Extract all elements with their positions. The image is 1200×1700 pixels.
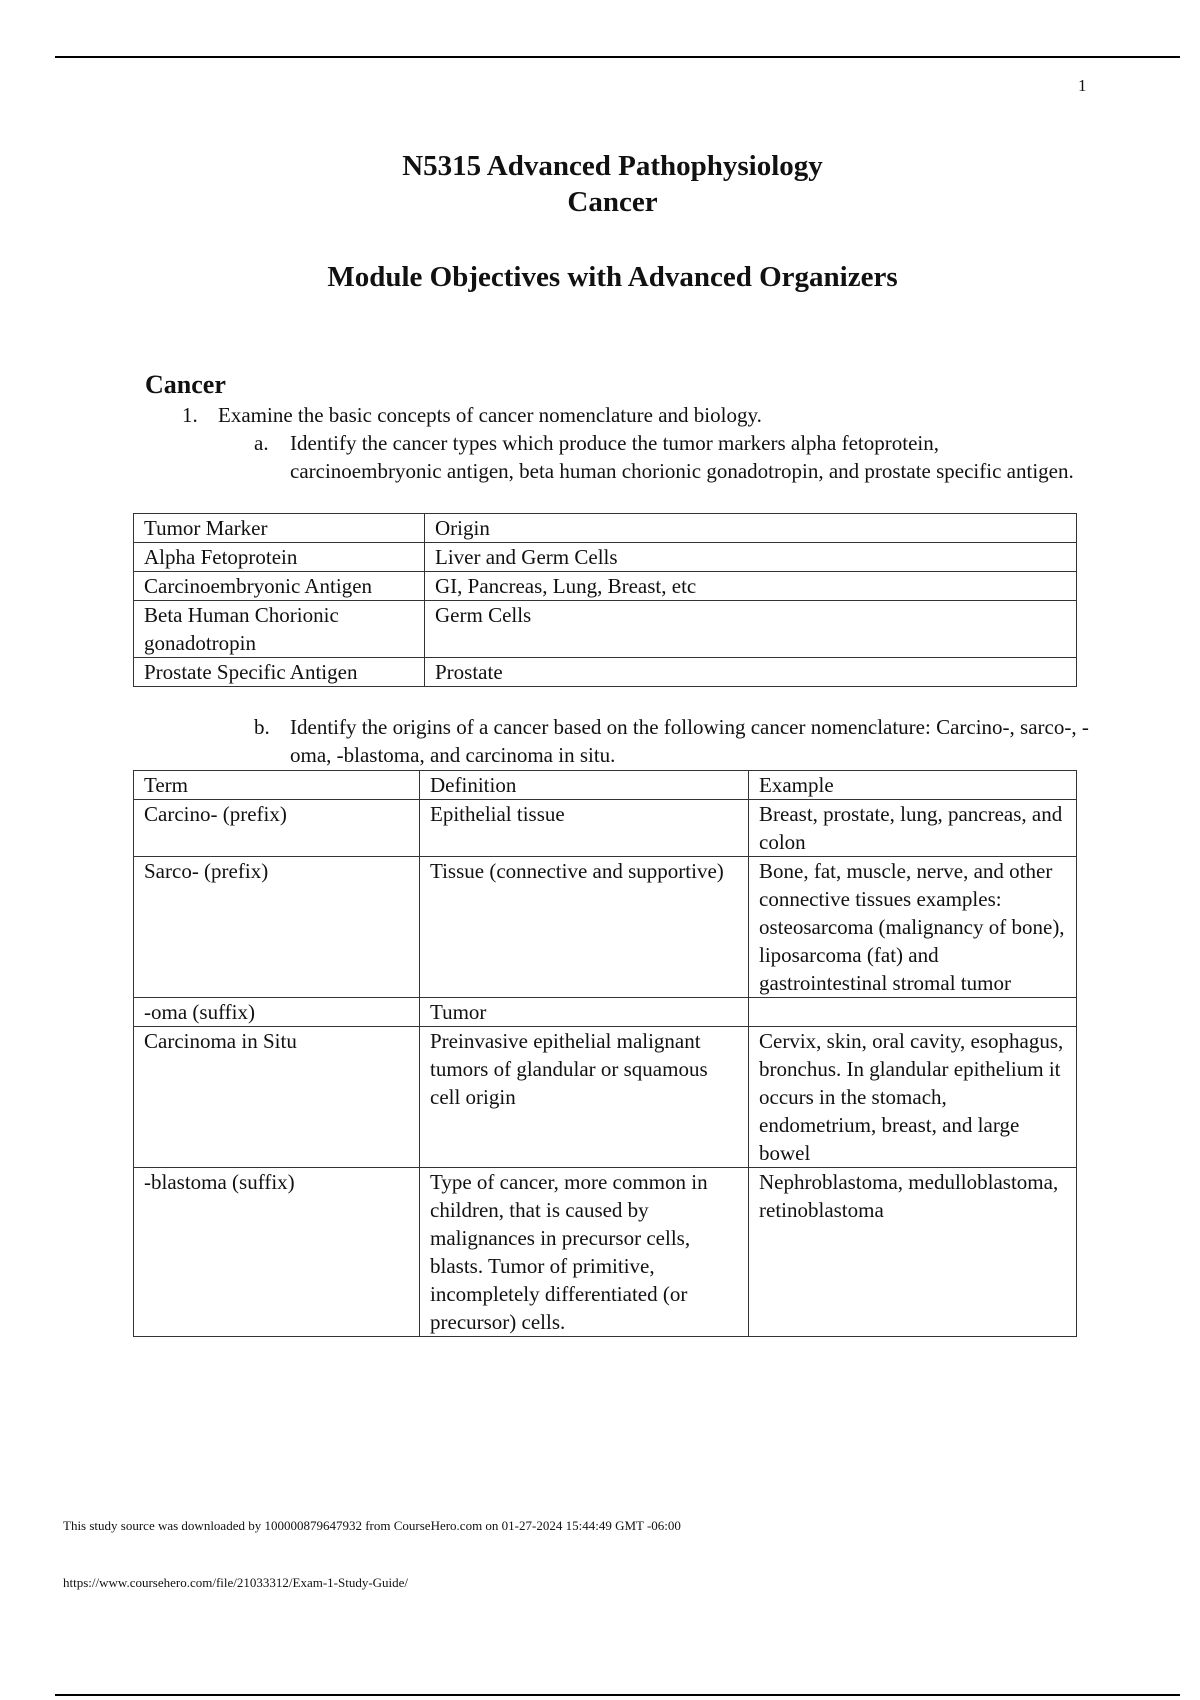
table-row [134,601,1077,658]
top-rule [55,56,1180,58]
table-cell: Germ Cells [425,601,1077,658]
table-row [134,1168,1077,1337]
header-cell: Definition [420,771,749,800]
table-cell: Preinvasive epithelial malignant tumors of glandular or squamous cell origin [420,1027,749,1168]
table-cell: Carcinoma in Situ [134,1027,420,1168]
table-cell: Cervix, skin, oral cavity, esophagus, bronchus. In glandular epithelium it occurs in the stomach, endometrium, breast, and large bowel [749,1027,1077,1168]
sub-a-letter: a. [254,431,269,455]
table-cell: Beta Human Chorionic gonadotropin [134,601,425,658]
table-row [134,998,1077,1027]
header-cell: Term [134,771,420,800]
table-cell: GI, Pancreas, Lung, Breast, etc [425,572,1077,601]
table-row [134,572,1077,601]
table-cell: Carcino- (prefix) [134,800,420,857]
table-cell: Alpha Fetoprotein [134,543,425,572]
table-cell: Prostate Specific Antigen [134,658,425,687]
table-cell: Tumor [420,998,749,1027]
table-header-row [134,771,1077,800]
bottom-rule [55,1694,1180,1696]
doc-title-line2: Cancer [567,186,658,218]
table-row [134,1027,1077,1168]
objective-number: 1. [182,403,198,427]
table-cell: Type of cancer, more common in children, that is caused by malignances in precursor cells, blasts. Tumor of primitive, incompletely differentiated (or precursor) cells. [420,1168,749,1337]
table-header-row [134,514,1077,543]
source-url[interactable]: https://www.coursehero.com/file/21033312/Exam-1-Study-Guide/ [63,1575,409,1590]
table-row [134,658,1077,687]
table-cell: Liver and Germ Cells [425,543,1077,572]
table-cell: Sarco- (prefix) [134,857,420,998]
doc-subtitle: Module Objectives with Advanced Organizers [327,261,898,293]
table-cell: Prostate [425,658,1077,687]
header-cell: Origin [425,514,1077,543]
section-heading: Cancer [145,370,226,399]
table-row [134,800,1077,857]
table-cell: Carcinoembryonic Antigen [134,572,425,601]
sub-a-text: Identify the cancer types which produce the tumor markers alpha fetoprotein, carcinoembryonic antigen, beta human chorionic gonadotropin, and prostate specific antigen. [290,431,1074,483]
header-cell: Example [749,771,1077,800]
table-cell: Nephroblastoma, medulloblastoma, retinoblastoma [749,1168,1077,1337]
sub-objective-a [254,429,1094,485]
objective-1 [182,401,762,429]
sub-b-text: Identify the origins of a cancer based on the following cancer nomenclature: Carcino-, sarco-, -oma, -blastoma, and carcinoma in situ. [290,715,1089,767]
tumor-marker-table [133,513,1077,687]
sub-objective-b [254,713,1094,769]
sub-b-letter: b. [254,715,270,739]
table-cell: Bone, fat, muscle, nerve, and other connective tissues examples: osteosarcoma (malignancy of bone), liposarcoma (fat) and gastrointestinal stromal tumor [749,857,1077,998]
header-cell: Tumor Marker [134,514,425,543]
table-cell [749,998,1077,1027]
table-cell: Breast, prostate, lung, pancreas, and colon [749,800,1077,857]
download-notice: This study source was downloaded by 100000879647932 from CourseHero.com on 01-27-2024 15:44:49 GMT -06:00 [63,1518,681,1533]
nomenclature-table [133,770,1077,1337]
table-cell: -oma (suffix) [134,998,420,1027]
table-cell: -blastoma (suffix) [134,1168,420,1337]
table-cell: Epithelial tissue [420,800,749,857]
objective-text: Examine the basic concepts of cancer nomenclature and biology. [218,403,762,427]
page-number: 1 [1078,76,1087,95]
table-cell: Tissue (connective and supportive) [420,857,749,998]
table-row [134,543,1077,572]
table-row [134,857,1077,998]
doc-title-line1: N5315 Advanced Pathophysiology [402,150,823,182]
